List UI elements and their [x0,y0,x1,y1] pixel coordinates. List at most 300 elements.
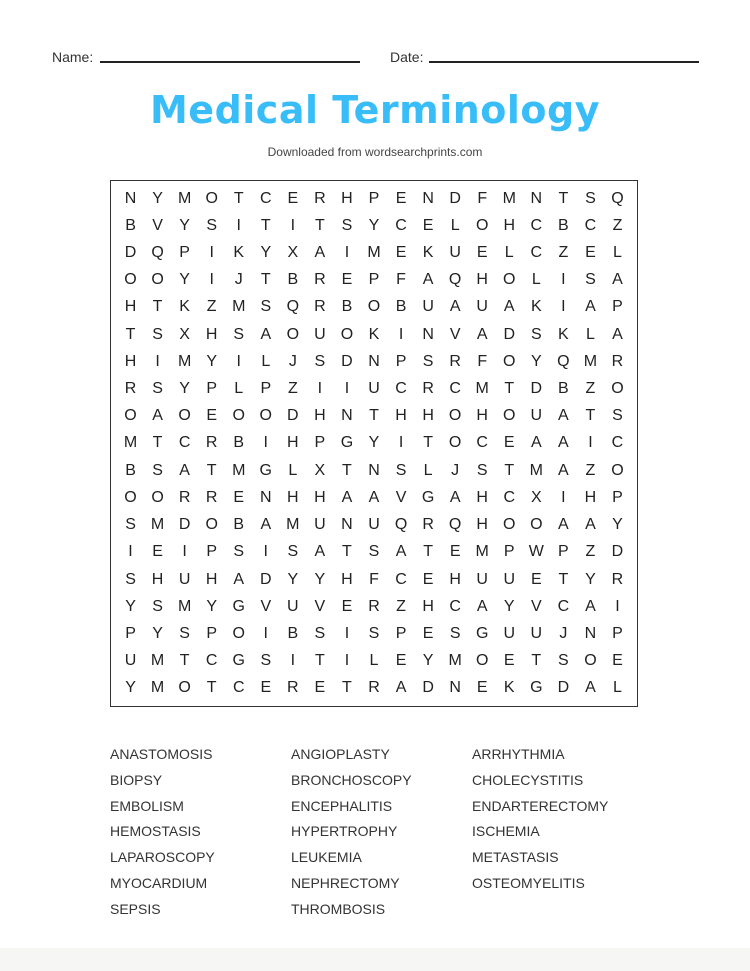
grid-letter[interactable]: Y [152,189,163,207]
grid-letter[interactable]: Y [179,216,190,234]
grid-letter[interactable]: E [530,570,542,588]
grid-letter[interactable]: Q [448,516,462,534]
grid-letter[interactable]: Z [206,298,217,316]
grid-letter[interactable]: B [233,434,245,452]
grid-letter[interactable]: P [206,543,218,561]
grid-letter[interactable]: R [314,271,326,289]
grid-letter[interactable]: S [179,624,190,642]
grid-letter[interactable]: O [232,624,245,642]
grid-letter[interactable]: A [260,516,272,534]
grid-letter[interactable]: E [395,244,407,262]
grid-letter[interactable]: T [260,216,271,234]
grid-letter[interactable]: H [314,407,326,425]
grid-letter[interactable]: Z [585,461,596,479]
grid-letter[interactable]: O [448,434,462,452]
grid-letter[interactable]: L [369,652,379,670]
grid-letter[interactable]: P [206,624,218,642]
grid-letter[interactable]: H [205,570,218,588]
grid-letter[interactable]: P [503,543,515,561]
grid-letter[interactable]: H [476,407,488,425]
grid-letter[interactable]: G [232,652,245,670]
grid-letter[interactable]: E [287,189,299,207]
grid-letter[interactable]: A [558,434,569,452]
grid-letter[interactable]: A [449,298,461,316]
grid-letter[interactable]: M [150,652,165,670]
grid-letter[interactable]: I [290,216,296,234]
grid-letter[interactable]: P [179,244,190,262]
grid-letter[interactable]: T [152,434,163,452]
grid-letter[interactable]: T [423,543,433,561]
grid-letter[interactable]: S [314,352,326,370]
grid-letter[interactable]: E [476,679,488,697]
grid-letter[interactable]: U [530,624,543,642]
grid-letter[interactable]: B [558,380,569,398]
grid-letter[interactable]: U [476,298,488,316]
grid-letter[interactable]: C [178,434,191,452]
grid-letter[interactable]: H [124,298,137,316]
grid-letter[interactable]: O [259,407,272,425]
grid-letter[interactable]: B [395,298,407,316]
grid-letter[interactable]: C [449,597,461,615]
grid-letter[interactable]: Z [558,244,569,262]
grid-letter[interactable]: U [503,570,516,588]
grid-letter[interactable]: Q [557,352,570,370]
grid-letter[interactable]: I [263,434,268,452]
grid-letter[interactable]: I [209,244,214,262]
grid-letter[interactable]: Y [125,679,136,697]
grid-letter[interactable]: P [368,271,380,289]
date-field-line[interactable] [429,61,699,63]
grid-letter[interactable]: N [260,488,272,506]
grid-letter[interactable]: O [611,461,624,479]
grid-letter[interactable]: I [588,434,593,452]
grid-letter[interactable]: T [342,679,352,697]
grid-letter[interactable]: R [422,380,434,398]
grid-letter[interactable]: A [395,543,407,561]
grid-letter[interactable]: I [209,271,214,289]
grid-letter[interactable]: M [177,352,192,370]
grid-letter[interactable]: E [314,679,326,697]
grid-letter[interactable]: K [368,325,380,343]
grid-letter[interactable]: O [503,407,516,425]
grid-letter[interactable]: R [124,380,137,398]
grid-letter[interactable]: N [341,516,353,534]
grid-letter[interactable]: G [232,597,245,615]
grid-letter[interactable]: R [178,488,191,506]
grid-letter[interactable]: H [422,597,434,615]
grid-letter[interactable]: S [612,407,623,425]
grid-letter[interactable]: I [344,380,350,398]
grid-letter[interactable]: H [476,488,488,506]
grid-letter[interactable]: R [449,352,461,370]
grid-letter[interactable]: U [178,570,191,588]
grid-letter[interactable]: H [395,407,407,425]
grid-letter[interactable]: S [422,352,434,370]
grid-letter[interactable]: S [152,461,163,479]
grid-letter[interactable]: T [342,461,352,479]
grid-letter[interactable]: A [368,488,380,506]
grid-letter[interactable]: O [124,488,137,506]
grid-letter[interactable]: Q [151,244,164,262]
grid-letter[interactable]: S [125,516,136,534]
grid-letter[interactable]: O [151,271,164,289]
grid-letter[interactable]: E [476,244,488,262]
grid-letter[interactable]: D [503,325,516,343]
grid-letter[interactable]: T [152,298,163,316]
grid-letter[interactable]: Y [206,597,218,615]
grid-letter[interactable]: O [178,679,191,697]
grid-letter[interactable]: N [368,352,380,370]
grid-letter[interactable]: L [531,271,541,289]
grid-letter[interactable]: M [502,189,516,207]
grid-letter[interactable]: A [422,271,434,289]
grid-letter[interactable]: Y [368,434,380,452]
grid-letter[interactable]: P [612,488,623,506]
grid-letter[interactable]: L [613,679,622,697]
grid-letter[interactable]: G [475,624,489,642]
grid-letter[interactable]: I [344,244,350,262]
grid-letter[interactable]: H [341,570,353,588]
grid-letter[interactable]: C [476,434,488,452]
grid-letter[interactable]: B [287,624,299,642]
grid-letter[interactable]: D [422,679,434,697]
grid-letter[interactable]: I [344,624,350,642]
grid-letter[interactable]: O [367,298,381,316]
grid-letter[interactable]: A [558,461,569,479]
grid-letter[interactable]: A [314,244,326,262]
grid-letter[interactable]: E [206,407,218,425]
grid-letter[interactable]: T [558,189,569,207]
grid-letter[interactable]: I [128,543,133,561]
grid-letter[interactable]: I [290,652,296,670]
grid-letter[interactable]: A [476,325,488,343]
grid-letter[interactable]: P [260,380,272,398]
grid-letter[interactable]: D [611,543,624,561]
grid-letter[interactable]: S [558,652,569,670]
grid-letter[interactable]: J [451,461,460,479]
grid-letter[interactable]: I [344,652,350,670]
grid-letter[interactable]: Z [287,380,298,398]
grid-letter[interactable]: C [395,380,407,398]
grid-letter[interactable]: E [612,652,623,670]
grid-letter[interactable]: A [476,597,488,615]
grid-letter[interactable]: Y [179,271,190,289]
grid-letter[interactable]: G [530,679,543,697]
grid-letter[interactable]: T [314,216,325,234]
grid-letter[interactable]: M [583,352,598,370]
grid-letter[interactable]: H [503,216,516,234]
grid-letter[interactable]: B [125,461,136,479]
grid-letter[interactable]: E [341,271,353,289]
grid-letter[interactable]: G [421,488,435,506]
grid-letter[interactable]: I [561,298,566,316]
grid-letter[interactable]: A [612,325,623,343]
grid-letter[interactable]: M [286,516,300,534]
grid-letter[interactable]: O [475,652,489,670]
grid-letter[interactable]: D [530,380,543,398]
grid-letter[interactable]: N [124,189,137,207]
grid-letter[interactable]: K [530,298,542,316]
grid-letter[interactable]: S [395,461,407,479]
grid-letter[interactable]: F [477,352,488,370]
grid-letter[interactable]: S [530,325,542,343]
grid-letter[interactable]: P [395,352,407,370]
grid-letter[interactable]: E [395,189,407,207]
grid-letter[interactable]: L [261,352,271,370]
grid-letter[interactable]: L [450,216,460,234]
grid-letter[interactable]: U [476,570,488,588]
grid-letter[interactable]: Y [125,597,136,615]
grid-letter[interactable]: S [206,216,218,234]
grid-letter[interactable]: Y [206,352,218,370]
grid-letter[interactable]: E [503,434,515,452]
grid-letter[interactable]: I [398,325,404,343]
grid-letter[interactable]: A [152,407,163,425]
grid-letter[interactable]: K [422,244,434,262]
grid-letter[interactable]: P [558,543,569,561]
grid-letter[interactable]: Z [612,216,623,234]
grid-letter[interactable]: C [584,216,597,234]
grid-letter[interactable]: D [260,570,272,588]
grid-letter[interactable]: A [179,461,190,479]
grid-letter[interactable]: O [475,216,489,234]
grid-letter[interactable]: D [341,352,353,370]
grid-letter[interactable]: K [179,298,190,316]
grid-letter[interactable]: A [395,679,407,697]
grid-letter[interactable]: C [611,434,624,452]
grid-letter[interactable]: S [585,271,596,289]
grid-letter[interactable]: B [558,216,569,234]
grid-letter[interactable]: L [613,244,622,262]
grid-letter[interactable]: O [205,516,218,534]
grid-letter[interactable]: H [314,488,326,506]
grid-letter[interactable]: Y [530,352,542,370]
grid-letter[interactable]: Y [152,624,163,642]
grid-letter[interactable]: Y [287,570,299,588]
grid-letter[interactable]: T [531,652,542,670]
grid-letter[interactable]: R [205,434,218,452]
grid-letter[interactable]: S [152,325,163,343]
grid-letter[interactable]: E [395,652,407,670]
grid-letter[interactable]: C [503,488,516,506]
grid-letter[interactable]: T [206,461,217,479]
grid-letter[interactable]: R [611,570,624,588]
grid-letter[interactable]: S [585,189,596,207]
grid-letter[interactable]: H [584,488,597,506]
grid-letter[interactable]: D [287,407,299,425]
grid-letter[interactable]: E [260,679,272,697]
name-field-line[interactable] [100,61,360,63]
grid-letter[interactable]: T [504,461,515,479]
grid-letter[interactable]: A [612,271,623,289]
grid-letter[interactable]: M [232,461,246,479]
grid-letter[interactable]: H [476,271,488,289]
grid-letter[interactable]: T [342,543,352,561]
grid-letter[interactable]: X [314,461,326,479]
grid-letter[interactable]: E [233,488,245,506]
grid-letter[interactable]: B [287,271,299,289]
grid-letter[interactable]: X [179,325,190,343]
grid-letter[interactable]: S [476,461,488,479]
grid-letter[interactable]: R [314,189,326,207]
grid-letter[interactable]: T [585,407,596,425]
grid-letter[interactable]: N [341,407,353,425]
grid-letter[interactable]: N [449,679,461,697]
grid-letter[interactable]: M [475,380,489,398]
grid-letter[interactable]: I [236,352,241,370]
grid-letter[interactable]: G [259,461,272,479]
grid-letter[interactable]: C [530,216,543,234]
grid-letter[interactable]: H [287,488,299,506]
grid-letter[interactable]: J [234,271,243,289]
grid-letter[interactable]: C [232,679,245,697]
grid-letter[interactable]: S [152,597,163,615]
grid-letter[interactable]: S [287,543,299,561]
grid-letter[interactable]: H [341,189,353,207]
grid-letter[interactable]: T [504,380,515,398]
grid-letter[interactable]: E [152,543,163,561]
grid-letter[interactable]: Y [585,570,596,588]
grid-letter[interactable]: F [396,271,406,289]
grid-letter[interactable]: Z [585,543,596,561]
grid-letter[interactable]: T [179,652,190,670]
grid-letter[interactable]: R [422,516,434,534]
grid-letter[interactable]: S [341,216,353,234]
grid-letter[interactable]: P [206,380,218,398]
grid-letter[interactable]: S [260,652,272,670]
grid-letter[interactable]: P [612,298,623,316]
grid-letter[interactable]: A [585,516,596,534]
grid-letter[interactable]: Q [448,271,462,289]
grid-letter[interactable]: A [314,543,326,561]
grid-letter[interactable]: O [232,407,245,425]
grid-letter[interactable]: H [422,407,434,425]
grid-letter[interactable]: D [178,516,191,534]
grid-letter[interactable]: M [123,434,138,452]
grid-letter[interactable]: N [422,325,434,343]
grid-letter[interactable]: P [125,624,136,642]
grid-letter[interactable]: I [155,352,160,370]
grid-letter[interactable]: B [341,298,353,316]
grid-letter[interactable]: M [150,516,165,534]
grid-letter[interactable]: F [477,189,488,207]
grid-letter[interactable]: Q [394,516,408,534]
grid-letter[interactable]: A [260,325,272,343]
grid-letter[interactable]: O [286,325,300,343]
grid-letter[interactable]: U [287,597,299,615]
grid-letter[interactable]: T [125,325,136,343]
grid-letter[interactable]: A [233,570,245,588]
grid-letter[interactable]: V [395,488,407,506]
grid-letter[interactable]: Y [260,244,272,262]
grid-letter[interactable]: S [125,570,136,588]
grid-letter[interactable]: U [530,407,543,425]
grid-letter[interactable]: U [368,380,380,398]
grid-letter[interactable]: K [558,325,569,343]
grid-letter[interactable]: V [314,597,326,615]
grid-letter[interactable]: C [395,570,407,588]
grid-letter[interactable]: P [368,189,380,207]
grid-letter[interactable]: O [503,352,516,370]
grid-letter[interactable]: I [317,380,323,398]
grid-letter[interactable]: X [530,488,542,506]
grid-letter[interactable]: H [476,516,488,534]
grid-letter[interactable]: I [263,624,268,642]
grid-letter[interactable]: O [448,407,462,425]
grid-letter[interactable]: U [314,516,326,534]
grid-letter[interactable]: C [530,244,543,262]
grid-letter[interactable]: S [260,298,272,316]
grid-letter[interactable]: T [423,434,433,452]
grid-letter[interactable]: O [151,488,164,506]
grid-letter[interactable]: U [368,516,380,534]
grid-letter[interactable]: R [314,298,326,316]
grid-letter[interactable]: E [422,624,434,642]
grid-letter[interactable]: I [561,271,566,289]
grid-letter[interactable]: E [422,570,434,588]
grid-letter[interactable]: T [260,271,271,289]
grid-letter[interactable]: O [611,380,624,398]
grid-letter[interactable]: M [448,652,462,670]
grid-letter[interactable]: N [584,624,597,642]
grid-letter[interactable]: E [422,216,434,234]
grid-letter[interactable]: S [233,543,245,561]
grid-letter[interactable]: J [559,624,568,642]
grid-letter[interactable]: T [314,652,325,670]
grid-letter[interactable]: A [558,516,569,534]
grid-letter[interactable]: Y [503,597,515,615]
grid-letter[interactable]: A [585,597,596,615]
grid-letter[interactable]: O [584,652,597,670]
grid-letter[interactable]: L [423,461,433,479]
grid-letter[interactable]: O [124,407,137,425]
grid-letter[interactable]: U [124,652,137,670]
grid-letter[interactable]: R [368,679,380,697]
grid-letter[interactable]: A [558,407,569,425]
grid-letter[interactable]: H [287,434,299,452]
grid-letter[interactable]: Y [422,652,434,670]
grid-letter[interactable]: H [205,325,218,343]
grid-letter[interactable]: C [205,652,218,670]
grid-letter[interactable]: O [205,189,218,207]
grid-letter[interactable]: E [341,597,353,615]
grid-letter[interactable]: E [503,652,515,670]
grid-letter[interactable]: S [449,624,461,642]
grid-letter[interactable]: T [558,570,569,588]
grid-letter[interactable]: A [585,679,596,697]
grid-letter[interactable]: R [368,597,380,615]
grid-letter[interactable]: H [449,570,461,588]
grid-letter[interactable]: Y [179,380,190,398]
grid-letter[interactable]: S [152,380,163,398]
grid-letter[interactable]: S [314,624,326,642]
grid-letter[interactable]: V [530,597,542,615]
grid-letter[interactable]: O [503,271,516,289]
grid-letter[interactable]: L [234,380,244,398]
grid-letter[interactable]: O [124,271,137,289]
grid-letter[interactable]: B [125,216,136,234]
grid-letter[interactable]: M [475,543,489,561]
grid-letter[interactable]: S [368,624,380,642]
grid-letter[interactable]: N [530,189,543,207]
grid-letter[interactable]: E [449,543,461,561]
grid-letter[interactable]: M [150,679,165,697]
grid-letter[interactable]: H [124,352,137,370]
grid-letter[interactable]: G [340,434,354,452]
grid-letter[interactable]: R [611,352,624,370]
grid-letter[interactable]: A [503,298,515,316]
grid-letter[interactable]: I [398,434,404,452]
